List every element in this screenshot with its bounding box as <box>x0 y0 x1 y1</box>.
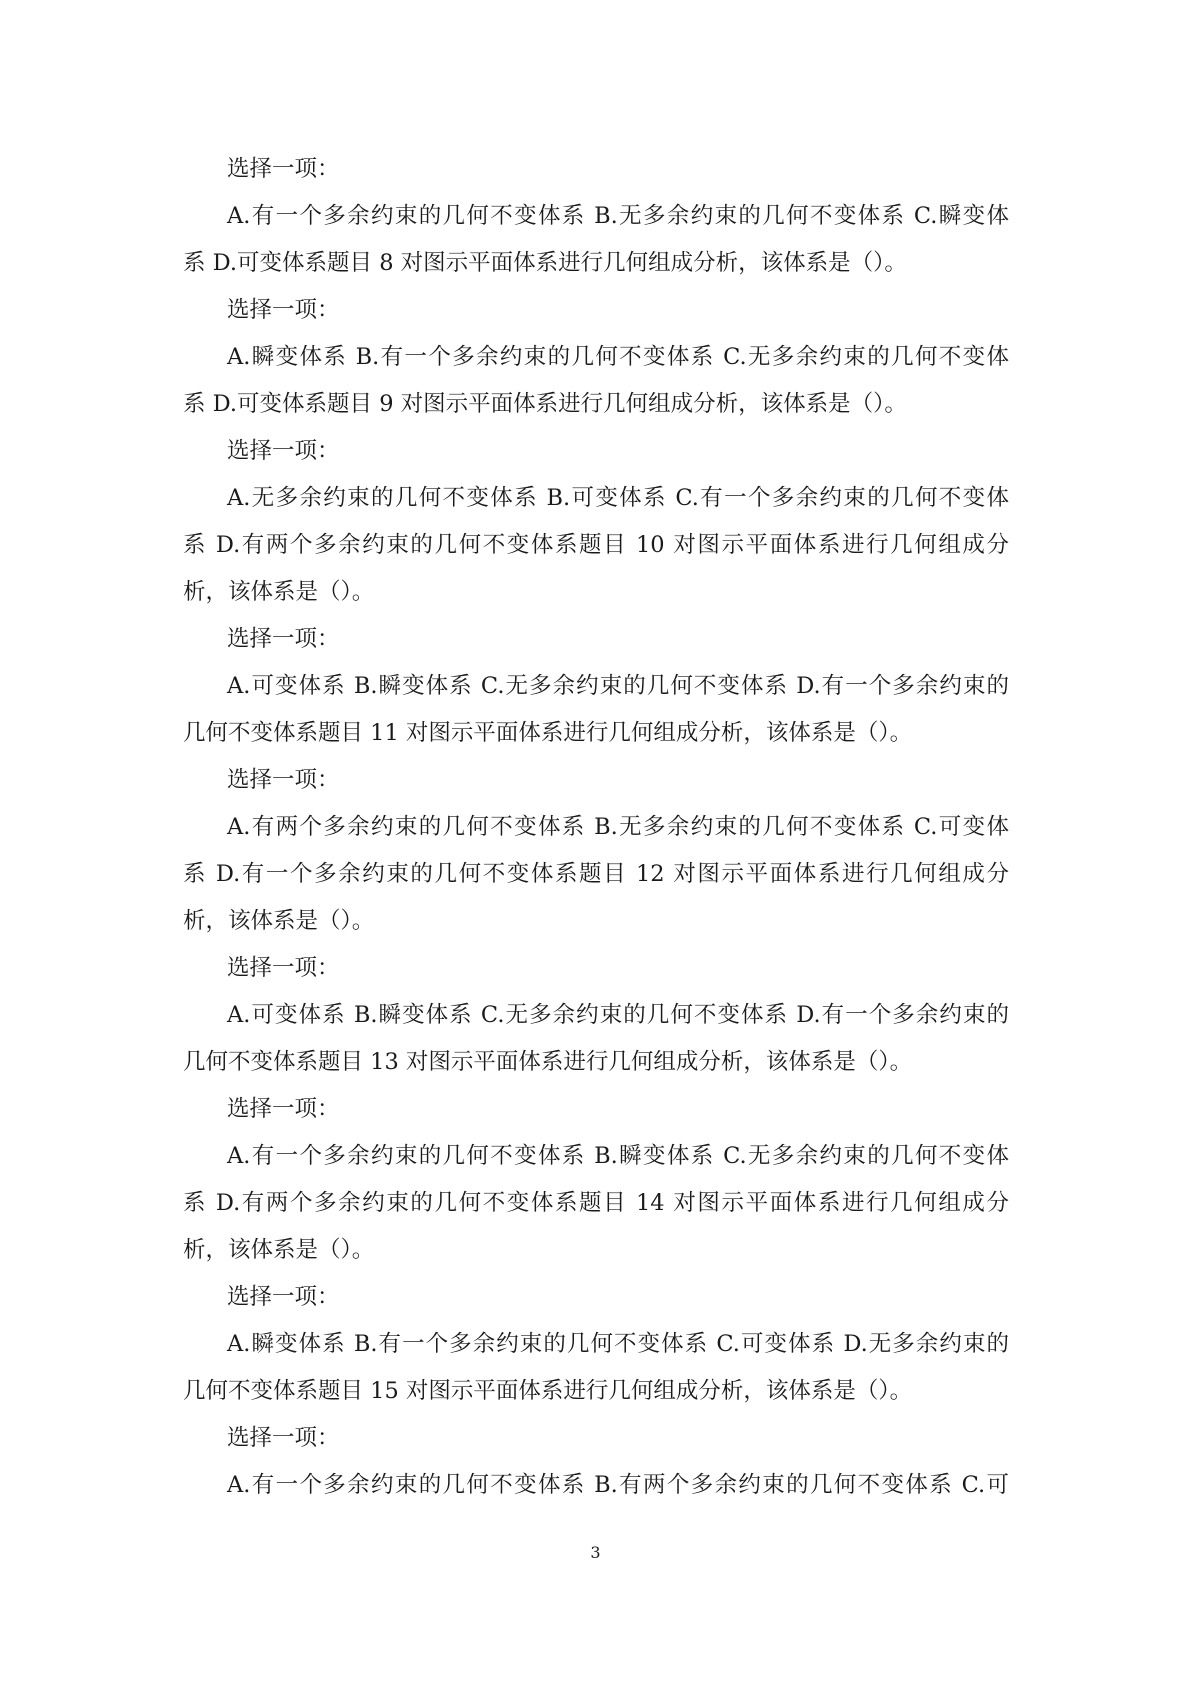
text-line: 系 D.可变体系题目 8 对图示平面体系进行几何组成分析，该体系是（）。 <box>183 250 907 276</box>
text-line: A.有一个多余约束的几何不变体系 B.无多余约束的几何不变体系 C.瞬变体 <box>227 203 1009 229</box>
text-line: 选择一项： <box>227 1096 340 1122</box>
page-number: 3 <box>590 1543 601 1562</box>
text-line: 几何不变体系题目 11 对图示平面体系进行几何组成分析，该体系是（）。 <box>183 720 913 746</box>
text-line: 析，该体系是（）。 <box>183 908 375 934</box>
text-line: 析，该体系是（）。 <box>183 1237 375 1263</box>
text-line: A.瞬变体系 B.有一个多余约束的几何不变体系 C.可变体系 D.无多余约束的 <box>227 1331 1009 1357</box>
text-line: A.可变体系 B.瞬变体系 C.无多余约束的几何不变体系 D.有一个多余约束的 <box>227 1002 1009 1028</box>
text-line: 系 D.有两个多余约束的几何不变体系题目 14 对图示平面体系进行几何组成分 <box>183 1190 1009 1216</box>
text-line: 几何不变体系题目 15 对图示平面体系进行几何组成分析，该体系是（）。 <box>183 1378 913 1404</box>
text-line: 选择一项： <box>227 767 340 793</box>
text-line: 选择一项： <box>227 156 340 182</box>
text-line: 选择一项： <box>227 1284 340 1310</box>
document-body <box>183 146 1009 1509</box>
text-line: A.瞬变体系 B.有一个多余约束的几何不变体系 C.无多余约束的几何不变体 <box>227 344 1009 370</box>
text-line: 选择一项： <box>227 955 340 981</box>
text-line: 选择一项： <box>227 626 340 652</box>
text-line: 选择一项： <box>227 297 340 323</box>
text-line: 系 D.有一个多余约束的几何不变体系题目 12 对图示平面体系进行几何组成分 <box>183 861 1009 887</box>
text-line: A.可变体系 B.瞬变体系 C.无多余约束的几何不变体系 D.有一个多余约束的 <box>227 673 1009 699</box>
text-line: 系 D.有两个多余约束的几何不变体系题目 10 对图示平面体系进行几何组成分 <box>183 532 1009 558</box>
text-line: 析，该体系是（）。 <box>183 579 375 605</box>
text-line: 选择一项： <box>227 1425 340 1451</box>
text-line: A.无多余约束的几何不变体系 B.可变体系 C.有一个多余约束的几何不变体 <box>227 485 1009 511</box>
text-line: 系 D.可变体系题目 9 对图示平面体系进行几何组成分析，该体系是（）。 <box>183 391 907 417</box>
text-line: A.有一个多余约束的几何不变体系 B.有两个多余约束的几何不变体系 C.可 <box>227 1472 1009 1498</box>
text-line: 选择一项： <box>227 438 340 464</box>
text-line: 几何不变体系题目 13 对图示平面体系进行几何组成分析，该体系是（）。 <box>183 1049 913 1075</box>
text-line: A.有一个多余约束的几何不变体系 B.瞬变体系 C.无多余约束的几何不变体 <box>227 1143 1009 1169</box>
text-line: A.有两个多余约束的几何不变体系 B.无多余约束的几何不变体系 C.可变体 <box>227 814 1009 840</box>
